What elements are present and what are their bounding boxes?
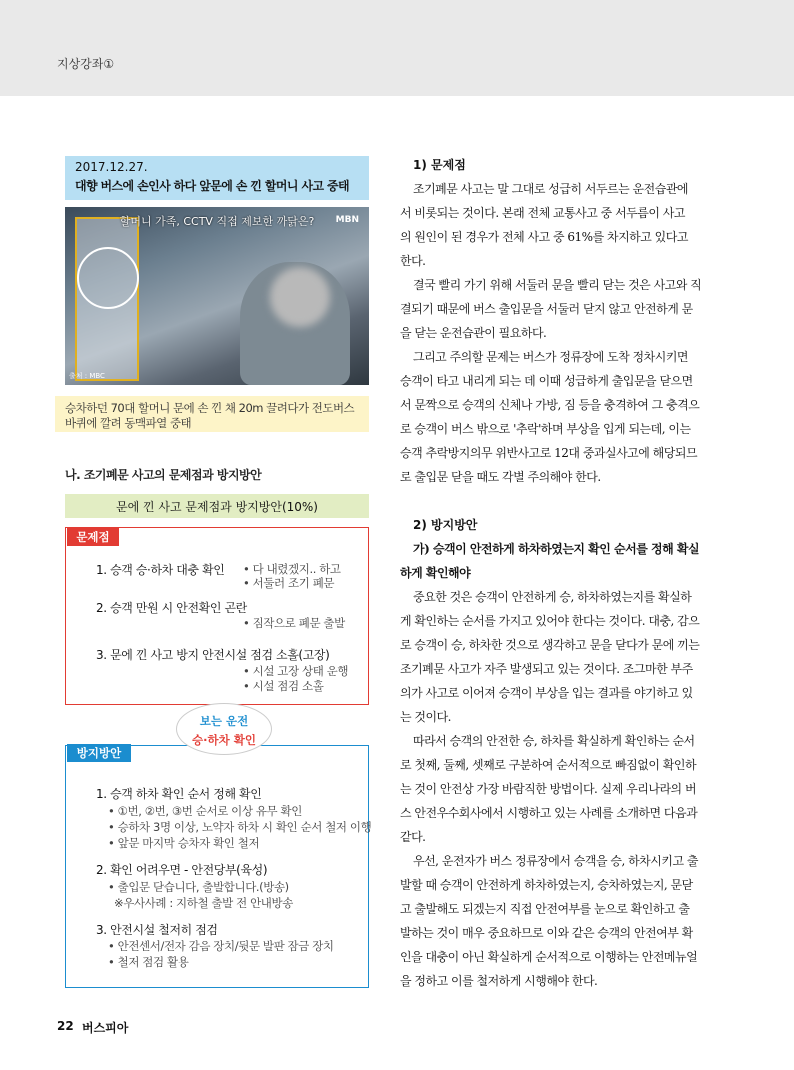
body-text-line: 을 정하고 이를 철저하게 시행해야 한다. — [400, 974, 598, 988]
body-text-line: 서 비롯되는 것이다. 본래 전체 교통사고 중 서두름이 사고 — [400, 206, 685, 220]
problem-bullet: • 시설 고장 상태 운행 — [243, 664, 349, 678]
body-text-line: 발할 때 승객이 안전하게 하차하였는지, 승차하였는지, 문닫 — [400, 878, 693, 892]
body-text-line: 는 것이 안전상 가장 바람직한 방법이다. 실제 우리나라의 버 — [400, 782, 697, 796]
oval-top-text: 보는 운전 — [199, 714, 249, 728]
problem-item-2: 2. 승객 만원 시 안전확인 곤란 — [96, 601, 247, 615]
section-subhead: 나. 조기폐문 사고의 문제점과 방지방안 — [65, 468, 262, 482]
problem-bullet: • 다 내렸겠지.. 하고 — [243, 562, 341, 576]
body-text-line: 그리고 주의할 문제는 버스가 정류장에 도착 정차시키면 — [413, 350, 689, 364]
body-text-line: 발하는 것이 매우 중요하므로 이와 같은 승객의 안전여부 확 — [400, 926, 693, 940]
cctv-photo — [65, 207, 369, 385]
body-text-line: 고 출발해도 되겠는지 직접 안전여부를 눈으로 확인하고 출 — [400, 902, 690, 916]
body-text-line: 을 닫는 운전습관이 필요하다. — [400, 326, 547, 340]
body-text-line: 로 첫째, 둘째, 셋째로 구분하여 순서적으로 빠짐없이 확인하 — [400, 758, 697, 772]
body-text-line: 는 것이다. — [400, 710, 451, 724]
body-text-line: 조기폐문 사고가 자주 발생되고 있는 것이다. 조그마한 부주 — [400, 662, 693, 676]
news-headline-box — [65, 156, 369, 200]
body-text-line: 게 확인하는 순서를 가지고 있어야 한다는 것이다. 대충, 감으 — [400, 614, 700, 628]
prevention-bullet: • 승하차 3명 이상, 노약자 하차 시 확인 순서 철저 이행 — [108, 820, 372, 834]
body-text-line: 중요한 것은 승객이 안전하게 승, 하차하였는지를 확실하 — [413, 590, 692, 604]
prevention-bullet: • 출입문 닫습니다, 출발합니다.(방송) — [108, 880, 289, 894]
body-text-line: 승객 추락방지의무 위반사고로 12대 중과실사고에 해당되므 — [400, 446, 698, 460]
body-text-line: 한다. — [400, 254, 426, 268]
prevention-bullet: • ①번, ②번, ③번 순서로 이상 유무 확인 — [108, 804, 302, 818]
body-text-line: 같다. — [400, 830, 426, 844]
photo-caption: 할머니 가족, CCTV 직접 제보한 까닭은? — [119, 215, 315, 228]
body-text-line: 로 승객이 버스 밖으로 '추락'하며 부상을 입게 되는데, 이는 — [400, 422, 691, 436]
body-text-line: 로 출입문 닫을 때도 각별 주의해야 한다. — [400, 470, 601, 484]
right-heading-1: 1) 문제점 — [413, 158, 466, 172]
body-text-line: 우선, 운전자가 버스 정류장에서 승객을 승, 하차시키고 출 — [413, 854, 698, 868]
prevention-bullet: • 안전센서/전자 감음 장치/뒷문 발판 잠금 장치 — [108, 939, 334, 953]
problem-item-1: 1. 승객 승·하차 대충 확인 — [96, 563, 225, 577]
problem-bullet: • 시설 점검 소홀 — [243, 679, 324, 693]
body-text-line: 인을 대충이 아닌 확실하게 순서적으로 이행하는 안전메뉴얼 — [400, 950, 698, 964]
body-text-line: 의가 사고로 이어져 승객이 부상을 입는 결과를 야기하고 있 — [400, 686, 693, 700]
oval-bottom-text: 승·하차 확인 — [192, 733, 256, 747]
problem-bullet: • 짐작으로 폐문 출발 — [243, 616, 345, 630]
right-subheading-line-2: 하게 확인해야 — [400, 566, 471, 580]
prevention-item-2: 2. 확인 어려우면 - 안전당부(육성) — [96, 863, 268, 877]
prevention-example: ※우사사례 : 지하철 출발 전 안내방송 — [114, 896, 293, 910]
highlight-circle — [77, 247, 139, 309]
body-text-line: 로 승객이 승, 하차한 것으로 생각하고 문을 닫다가 문에 끼는 — [400, 638, 700, 652]
body-text-line: 결국 빨리 가기 위해 서둘러 문을 빨리 닫는 것은 사고와 직 — [413, 278, 702, 292]
body-text-line: 승객이 타고 내리게 되는 데 이때 성급하게 출입문을 닫으면 — [400, 374, 693, 388]
prevention-bullet: • 철저 점검 활용 — [108, 955, 189, 969]
body-text-line: 서 문짝으로 승객의 신체나 가방, 짐 등을 충격하여 그 충격으 — [400, 398, 700, 412]
body-text-line: 스 안전우수회사에서 시행하고 있는 사례를 소개하면 다음과 — [400, 806, 698, 820]
prevention-item-1: 1. 승객 하차 확인 순서 정해 확인 — [96, 787, 262, 801]
problem-item-3: 3. 문에 낀 사고 방지 안전시설 점검 소홀(고장) — [96, 648, 330, 662]
broadcaster-logo: MBN — [335, 215, 359, 225]
news-title: 대향 버스에 손인사 하다 앞문에 손 낀 할머니 사고 중태 — [75, 179, 350, 193]
right-heading-2: 2) 방지방안 — [413, 518, 478, 532]
page-number: 22 — [57, 1019, 74, 1033]
body-text-line: 조기폐문 사고는 말 그대로 성급히 서두르는 운전습관에 — [413, 182, 689, 196]
news-summary-line-2: 바퀴에 깔려 동맥파열 중태 — [65, 416, 192, 430]
prevention-tag: 방지방안 — [67, 744, 131, 762]
body-text-line: 결되기 때문에 버스 출입문을 서둘러 닫지 않고 안전하게 문 — [400, 302, 693, 316]
body-text-line: 의 원인이 된 경우가 전체 사고 중 61%를 차지하고 있다고 — [400, 230, 688, 244]
photo-credit: 출처 : MBC — [69, 372, 105, 380]
problem-bullet: • 서둘러 조기 폐문 — [243, 576, 335, 590]
right-subheading-line-1: 가) 승객이 안전하게 하차하였는지 확인 순서를 정해 확실 — [413, 542, 700, 556]
news-date: 2017.12.27. — [75, 160, 148, 174]
prevention-item-3: 3. 안전시설 철저히 점검 — [96, 923, 218, 937]
body-text-line: 따라서 승객의 안전한 승, 하차를 확실하게 확인하는 순서 — [413, 734, 695, 748]
summary-title: 문에 낀 사고 문제점과 방지방안(10%) — [116, 500, 318, 514]
magazine-name: 버스피아 — [82, 1021, 129, 1035]
summary-title-bar — [65, 494, 369, 518]
section-label: 지상강좌① — [57, 57, 115, 71]
blurred-face — [270, 267, 330, 327]
key-point-oval — [176, 703, 272, 755]
header-band — [0, 0, 794, 96]
news-summary-box — [55, 396, 369, 432]
news-summary-line-1: 승차하던 70대 할머니 문에 손 낀 채 20m 끌려다가 전도버스 — [65, 401, 355, 415]
prevention-bullet: • 앞문 마지막 승차자 확인 철저 — [108, 836, 260, 850]
problems-tag: 문제점 — [67, 528, 119, 546]
